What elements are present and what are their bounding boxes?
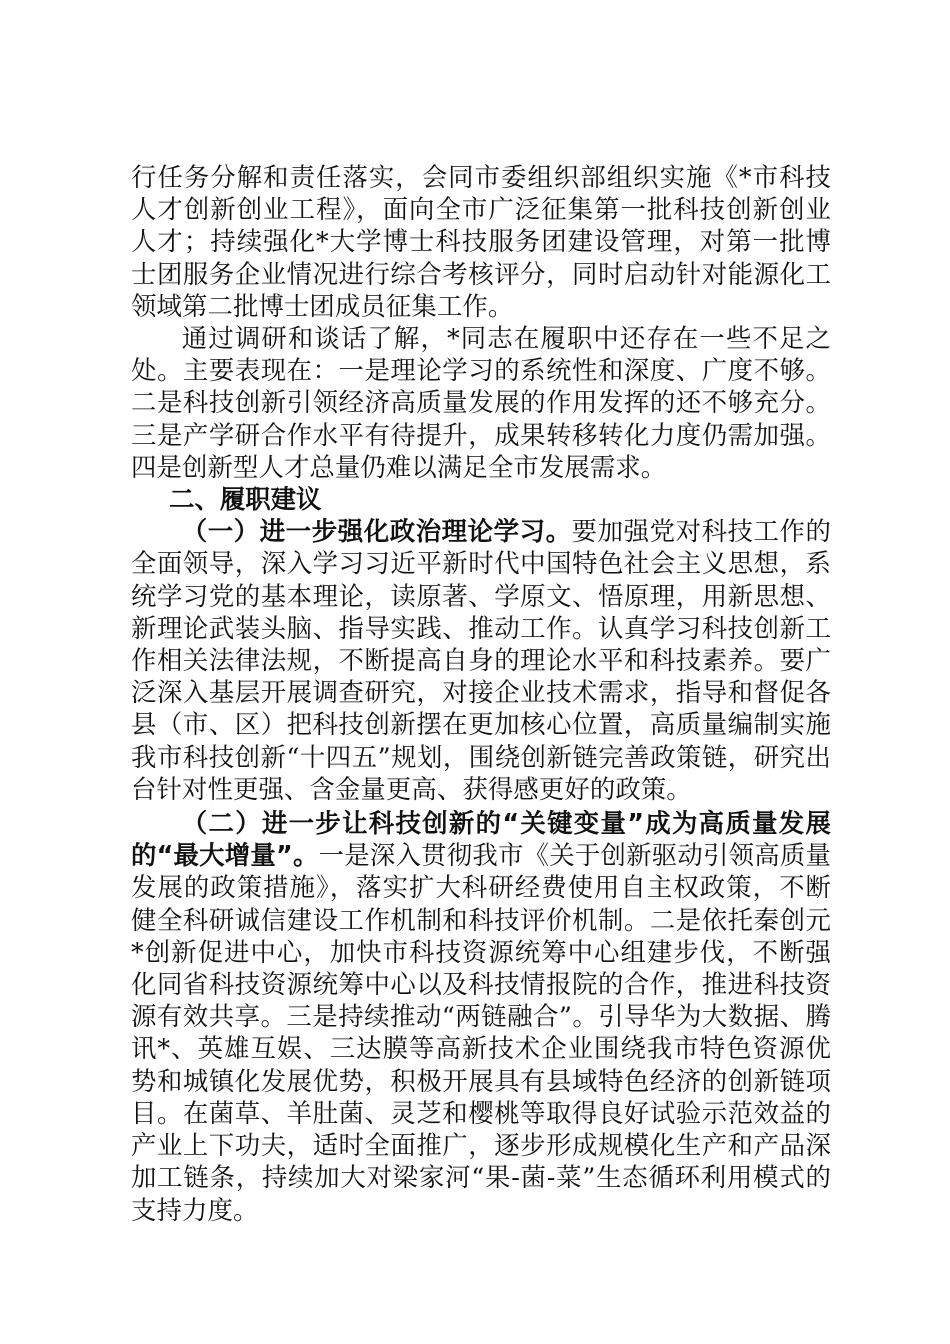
suggestion-2-body: 一是深入贯彻我市《关于创新驱动引领高质量发展的政策措施》，落实扩大科研经费使用自主权政策，不断健全科研诚信建设工作机制和科技评价机制。二是依托秦创元*创新促进中心，加快市科技资源统筹中心组建步伐，不断强化同省科技资源统筹中心以及科技情报院的合作，推进科技资源有效共享。三是持续推动“两链融合”。引导华为大数据、腾讯*、英雄互娱、三达膜等高新技术企业围绕我市特色资源优势和城镇化发展优势，积极开展具有县域特色经济的创新链项目。在菌草、羊肚菌、灵芝和樱桃等取得良好试验示范效益的产业上下功夫，适时全面推广，逐步形成规模化生产和产品深加工链条，持续加大对梁家河“果-菌-菜”生态循环利用模式的支持力度。 — [131, 840, 831, 1225]
paragraph-shortcomings: 通过调研和谈话了解，*同志在履职中还存在一些不足之处。主要表现在：一是理论学习的系统性和深度、广度不够。二是科技创新引领经济高质量发展的作用发挥的还不够充分。三是产学研合作水平有待提升，成果转移转化力度仍需加强。四是创新型人才总量仍难以满足全市发展需求。 — [131, 323, 831, 482]
suggestion-1-title: （一）进一步强化政治理论学习。 — [181, 516, 572, 547]
paragraph-suggestion-2 — [131, 807, 831, 1226]
document-body — [131, 161, 831, 1226]
paragraph-suggestion-1 — [131, 515, 831, 805]
paragraph-task-breakdown: 行任务分解和责任落实，会同市委组织部组织实施《*市科技人才创新创业工程》，面向全市广泛征集第一批科技创新创业人才；持续强化*大学博士科技服务团建设管理，对第一批博士团服务企业情况进行综合考核评分，同时启动针对能源化工领域第二批博士团成员征集工作。 — [131, 162, 831, 321]
section-heading-suggestions: 二、履职建议 — [169, 484, 322, 515]
suggestion-1-body: 要加强党对科技工作的全面领导，深入学习习近平新时代中国特色社会主义思想，系统学习党的基本理论，读原著、学原文、悟原理，用新思想、新理论武装头脑、指导实践、推动工作。认真学习科技创新工作相关法律法规，不断提高自身的理论水平和科技素养。要广泛深入基层开展调查研究，对接企业技术需求，指导和督促各县（市、区）把科技创新摆在更加核心位置，高质量编制实施我市科技创新“十四五”规划，围绕创新链完善政策链，研究出台针对性更强、含金量更高、获得感更好的政策。 — [131, 516, 832, 804]
suggestion-2-title: （二）进一步让科技创新的“关键变量”成为高质量发展的“最大增量”。 — [131, 808, 831, 871]
